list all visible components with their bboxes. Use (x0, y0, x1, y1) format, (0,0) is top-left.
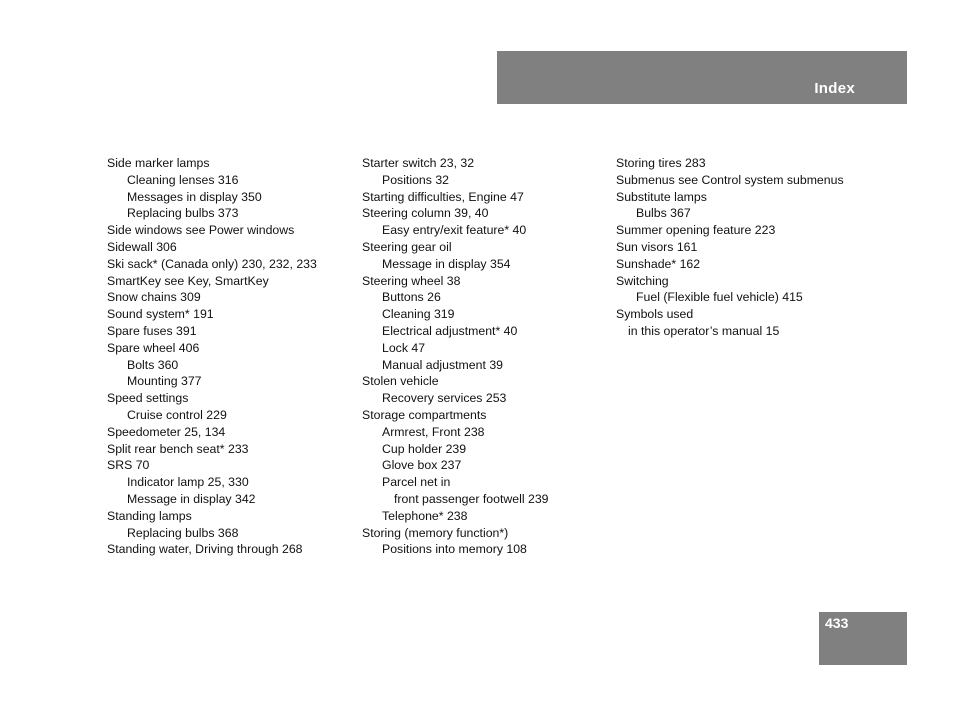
index-entry: Sun visors 161 (616, 239, 698, 254)
index-subentry: Replacing bulbs 373 (127, 206, 239, 221)
index-subentry: front passenger footwell 239 (394, 491, 549, 506)
index-entry: Starting difficulties, Engine 47 (362, 189, 524, 204)
index-entry: Storing tires 283 (616, 156, 706, 170)
page-number: 433 (825, 615, 849, 631)
index-entry: Symbols used (616, 307, 694, 322)
index-entry: SmartKey see Key, SmartKey (107, 273, 269, 288)
index-entry: Sunshade* 162 (616, 256, 701, 271)
index-subentry: Armrest, Front 238 (382, 424, 485, 439)
index-subentry: Messages in display 350 (127, 189, 262, 204)
index-subentry: Replacing bulbs 368 (127, 525, 239, 540)
index-column-1 (107, 155, 317, 558)
index-entry: Sound system* 191 (107, 307, 214, 322)
index-entry: Steering wheel 38 (362, 273, 461, 288)
index-entry: SRS 70 (107, 458, 150, 473)
index-entry: Steering gear oil (362, 239, 452, 254)
index-entry: Side marker lamps (107, 156, 210, 170)
index-entry: Speed settings (107, 391, 189, 406)
index-subentry: Easy entry/exit feature* 40 (382, 223, 527, 238)
index-entry: Storing (memory function*) (362, 525, 509, 540)
index-subentry: Positions 32 (382, 172, 449, 187)
index-entry: Standing water, Driving through 268 (107, 542, 303, 557)
index-entry: Standing lamps (107, 508, 192, 523)
section-title: Index (814, 80, 855, 97)
index-entry: Steering column 39, 40 (362, 206, 489, 221)
index-subentry: Electrical adjustment* 40 (382, 323, 518, 338)
index-subentry: Parcel net in (382, 475, 451, 490)
index-subentry: Bulbs 367 (636, 206, 691, 221)
index-subentry: Glove box 237 (382, 458, 462, 473)
index-subentry: Lock 47 (382, 340, 426, 355)
index-entry: Side windows see Power windows (107, 223, 295, 238)
section-header-bar (497, 51, 907, 104)
index-subentry: Message in display 342 (127, 491, 256, 506)
index-column-2 (362, 155, 549, 558)
index-entry: Sidewall 306 (107, 239, 177, 254)
page-number-box (819, 612, 907, 665)
index-entry: Starter switch 23, 32 (362, 156, 475, 170)
index-subentry: Fuel (Flexible fuel vehicle) 415 (636, 290, 803, 305)
index-entry: Spare wheel 406 (107, 340, 200, 355)
index-entry: Stolen vehicle (362, 374, 439, 389)
index-subentry: Positions into memory 108 (382, 542, 527, 557)
index-entry: Snow chains 309 (107, 290, 201, 305)
index-entry: Summer opening feature 223 (616, 223, 776, 238)
index-subentry: Mounting 377 (127, 374, 202, 389)
index-subentry: Recovery services 253 (382, 391, 507, 406)
index-subentry: Bolts 360 (127, 357, 179, 372)
index-entry: Switching (616, 273, 669, 288)
index-subentry: in this operator’s manual 15 (628, 323, 780, 338)
index-entry: Spare fuses 391 (107, 323, 197, 338)
index-subentry: Manual adjustment 39 (382, 357, 503, 372)
index-subentry: Cleaning 319 (382, 307, 455, 322)
index-subentry: Telephone* 238 (382, 508, 468, 523)
index-column-3 (616, 155, 844, 340)
index-entry: Storage compartments (362, 407, 487, 422)
index-entry: Speedometer 25, 134 (107, 424, 226, 439)
index-entry: Substitute lamps (616, 189, 707, 204)
index-subentry: Cleaning lenses 316 (127, 172, 239, 187)
index-subentry: Indicator lamp 25, 330 (127, 475, 249, 490)
index-entry: Ski sack* (Canada only) 230, 232, 233 (107, 256, 317, 271)
index-entry: Submenus see Control system submenus (616, 172, 844, 187)
index-subentry: Message in display 354 (382, 256, 511, 271)
index-subentry: Buttons 26 (382, 290, 441, 305)
index-subentry: Cup holder 239 (382, 441, 467, 456)
index-subentry: Cruise control 229 (127, 407, 227, 422)
index-entry: Split rear bench seat* 233 (107, 441, 249, 456)
